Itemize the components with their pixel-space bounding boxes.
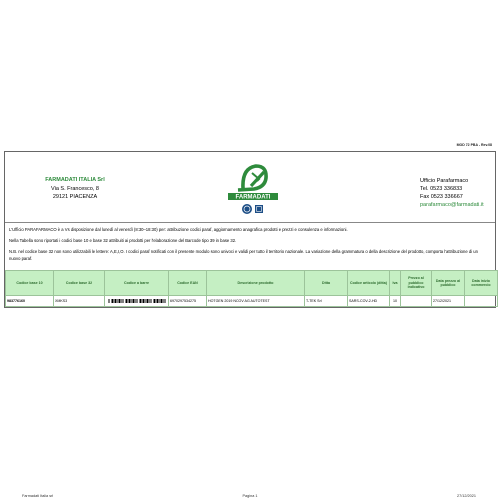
logo-mark-icon xyxy=(238,166,266,190)
col-header-description: Descrizione prodotto xyxy=(207,271,305,296)
cell-company: T-TEK Srl xyxy=(305,296,348,307)
cell-description: HOTGEN 2019 NCOV AG AUTOTEST xyxy=(207,296,305,307)
note-hours: L'Ufficio PARAFARMACO è a Vs disposizione dal lunedì al venerdì (8:30–18:30) per: attribuzione codici paraf, aggiornamento anagrafica prodotti e prezzi e consulenza e informazioni. xyxy=(9,227,348,232)
cell-price xyxy=(401,296,432,307)
cell-ean: 6970297534275 xyxy=(169,296,207,307)
office-email-link[interactable]: parafarmaco@farmadati.it xyxy=(420,202,484,208)
cell-base10: 983776160 xyxy=(6,296,54,307)
footer-company: Farmadati Italia srl xyxy=(22,494,54,498)
form-header xyxy=(5,152,495,223)
table-row xyxy=(6,296,498,307)
note-table-codes: Nella Tabella sono riportati i codici base 10 e base 32 attribuiti ai prodotti per l'elaborazione del Barcode tipo 39 in base 32. xyxy=(9,238,237,243)
office-phone: Tel. 0523 336833 xyxy=(420,186,463,192)
office-fax: Fax 0523 336667 xyxy=(420,194,463,200)
company-name: FARMADATI ITALIA Srl xyxy=(45,177,105,183)
cell-base32: XMKS3 xyxy=(54,296,105,307)
cell-iva: 10 xyxy=(390,296,401,307)
barcode-image xyxy=(108,299,166,303)
col-header-iva: Iva xyxy=(390,271,401,296)
notes-block xyxy=(5,223,495,270)
col-header-barcode: Codice a barre xyxy=(105,271,169,296)
col-header-price-date: Data prezzo al pubblico xyxy=(432,271,465,296)
certification-badge-icon xyxy=(255,205,263,213)
note-nb: N.B. nel codice base 32 non sono utilizzabili le lettere: A,E,I,O. I codici paraf notificati con il presente modulo sono univoci e validi per tutto il territorio nazionale. La variazione della grammatura o della descrizione del prodotto, comporta l'attribuzione di un nuovo paraf. xyxy=(9,249,478,261)
logo-text: FARMADATI xyxy=(235,194,271,201)
module-code: MOD 72 PBA - Rev.08 xyxy=(456,143,492,147)
col-header-price: Prezzo al pubblico indicativo xyxy=(401,271,432,296)
col-header-company: Ditta xyxy=(305,271,348,296)
cell-barcode xyxy=(105,296,169,307)
codes-table xyxy=(5,270,498,307)
footer-page-number: Pagina 1 xyxy=(242,494,258,498)
cell-price-date: 27/12/2021 xyxy=(432,296,465,307)
table-header-row xyxy=(6,271,498,296)
col-header-ean: Codice EAN xyxy=(169,271,207,296)
quality-badge-icon xyxy=(242,204,252,214)
cell-commerce-date xyxy=(465,296,498,307)
office-block xyxy=(420,177,500,209)
company-city: 29121 PIACENZA xyxy=(52,194,98,200)
farmadati-logo xyxy=(218,158,288,220)
col-header-base32: Codice base 32 xyxy=(54,271,105,296)
col-header-base10: Codice base 10 xyxy=(6,271,54,296)
office-name: Ufficio Parafarmaco xyxy=(420,178,469,184)
company-block xyxy=(5,176,145,202)
col-header-article-code: Codice articolo (ditta) xyxy=(348,271,390,296)
parafarmaco-form xyxy=(4,151,496,308)
footer-date: 27/12/2021 xyxy=(456,494,476,498)
cell-article-code: SARS-COV-2-HD xyxy=(348,296,390,307)
col-header-commerce-date: Data inizio commercio xyxy=(465,271,498,296)
company-address: Via S. Francesco, 8 xyxy=(51,185,99,192)
